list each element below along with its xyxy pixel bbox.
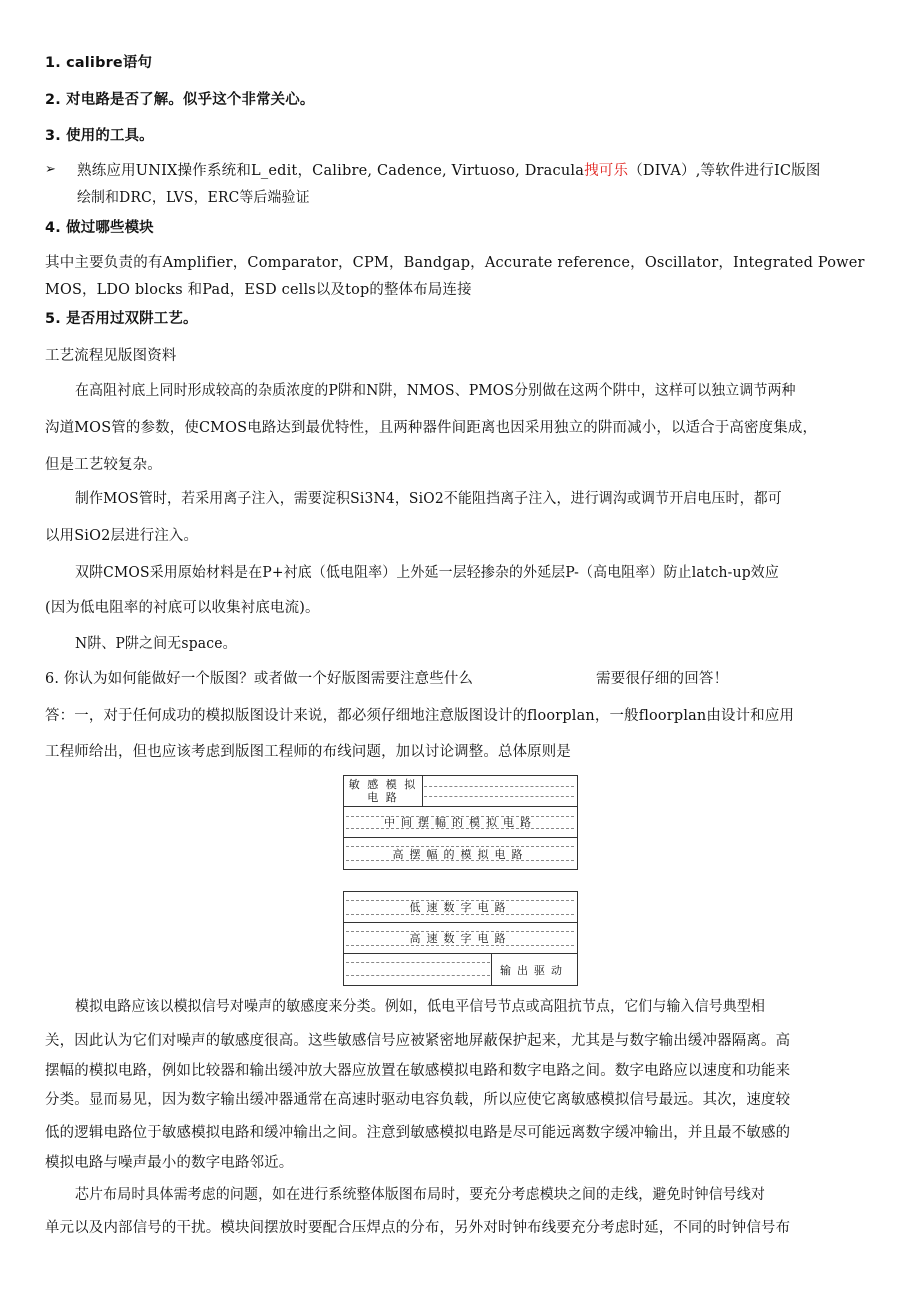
analog-floorplan-block: [343, 775, 578, 870]
twin-well-p4: N阱、P阱之间无space。: [75, 636, 237, 652]
twin-well-p1-l3: 但是工艺较复杂。: [45, 457, 162, 473]
twin-well-p1-l2: 沟道MOS管的参数，使CMOS电路达到最优特性，且两种器件间距离也因采用独立的阱而减小，以适合于高密度集成，: [45, 420, 818, 436]
body-p1-l3: 摆幅的模拟电路，例如比较器和输出缓冲放大器应放置在敏感模拟电路和数字电路之间。数字电路应以速度和功能来: [45, 1063, 791, 1079]
modules-line-2: MOS，LDO blocks 和Pad，ESD cells以及top的整体布局连接: [45, 282, 472, 298]
divider: [346, 945, 574, 946]
tools-text: 熟练应用UNIX操作系统和L_edit，Calibre, Cadence, Virtuoso, Dracula: [77, 163, 585, 179]
high-swing-analog-cell: 高摆幅的模拟电路: [392, 847, 529, 861]
body-p1-l6: 模拟电路与噪声最小的数字电路邻近。: [45, 1155, 294, 1171]
body-p2-l1: 芯片布局时具体需考虑的问题，如在进行系统整体版图布局时，要充分考虑模块之间的走线，避免时钟信号线对: [75, 1187, 766, 1203]
question-6: 6. 你认为如何能做好一个版图？或者做一个好版图需要注意些什么: [45, 671, 474, 687]
bullet-arrow-icon: ➢: [45, 162, 56, 177]
divider: [424, 796, 574, 797]
twin-well-p3-l2: (因为低电阻率的衬底可以收集衬底电流)。: [45, 600, 320, 616]
divider: [346, 860, 574, 861]
digital-floorplan-block: [343, 891, 578, 986]
twin-well-p2-l1: 制作MOS管时，若采用离子注入，需要淀积Si3N4，SiO2不能阻挡离子注入，进行调沟或调节开启电压时，都可: [75, 491, 782, 507]
sensitive-analog-cell: [344, 776, 422, 806]
heading-3: 3. 使用的工具。: [45, 128, 154, 144]
answer-line-2: 工程师给出，但也应该考虑到版图工程师的布线问题，加以讨论调整。总体原则是: [45, 744, 572, 760]
sensitive-analog-label: 敏 感 模 拟: [348, 778, 418, 791]
sensitive-analog-label-2: 电 路: [367, 791, 399, 804]
high-speed-digital-cell: 高速数字电路: [409, 932, 512, 945]
divider: [346, 962, 490, 963]
heading-2: 2. 对电路是否了解。似乎这个非常关心。: [45, 92, 315, 108]
question-6-note: 需要很仔细的回答！: [596, 671, 729, 687]
twin-well-p2-l2: 以用SiO2层进行注入。: [45, 528, 199, 544]
body-p1-l2: 关，因此认为它们对噪声的敏感度很高。这些敏感信号应被紧密地屏蔽保护起来，尤其是与数字输出缓冲器隔离。高: [45, 1033, 791, 1049]
output-drive-cell: 输出驱动: [500, 963, 568, 977]
twin-well-intro: 工艺流程见版图资料: [45, 348, 177, 364]
tools-text-post: （DIVA）,等软件进行IC版图: [628, 163, 821, 179]
low-speed-digital-cell: 低速数字电路: [409, 901, 512, 914]
twin-well-p1-l1: 在高阻衬底上同时形成较高的杂质浓度的P阱和N阱，NMOS、PMOS分别做在这两个阱中，这样可以独立调节两种: [75, 383, 796, 399]
answer-line-1: 答：一，对于任何成功的模拟版图设计来说，都必须仔细地注意版图设计的floorplan，一般floorplan由设计和应用: [45, 708, 795, 724]
modules-line-1: 其中主要负责的有Amplifier，Comparator，CPM，Bandgap，Accurate reference，Oscillator，Integrated Power: [45, 255, 865, 271]
body-p1-l4: 分类。显而易见，因为数字输出缓冲器通常在高速时驱动电容负载，所以应使它离敏感模拟信号最远。其次，速度较: [45, 1092, 791, 1108]
body-p2-l2: 单元以及内部信号的干扰。模块间摆放时要配合压焊点的分布，另外对时钟布线要充分考虑时延，不同的时钟信号布: [45, 1220, 791, 1236]
heading-1: 1. calibre语句: [45, 55, 153, 71]
divider: [346, 975, 490, 976]
tools-line-2: 绘制和DRC，LVS，ERC等后端验证: [77, 190, 310, 206]
heading-5: 5. 是否用过双阱工艺。: [45, 311, 198, 327]
body-p1-l1: 模拟电路应该以模拟信号对噪声的敏感度来分类。例如，低电平信号节点或高阻抗节点，它们与输入信号典型相: [75, 999, 766, 1015]
divider: [346, 828, 574, 829]
twin-well-p3-l1: 双阱CMOS采用原始材料是在P+衬底（低电阻率）上外延一层轻掺杂的外延层P-（高电阻率）防止latch-up效应: [75, 565, 779, 581]
heading-4: 4. 做过哪些模块: [45, 220, 154, 236]
divider: [422, 776, 423, 806]
tools-red-text: 拽可乐: [584, 163, 629, 179]
tools-line-1: [77, 161, 877, 181]
divider: [424, 786, 574, 787]
body-p1-l5: 低的逻辑电路位于敏感模拟电路和缓冲输出之间。注意到敏感模拟电路是尽可能远离数字缓冲输出，并且最不敏感的: [45, 1125, 791, 1141]
divider: [346, 914, 574, 915]
mid-swing-analog-cell: 中间摆幅的模拟电路: [384, 816, 537, 829]
